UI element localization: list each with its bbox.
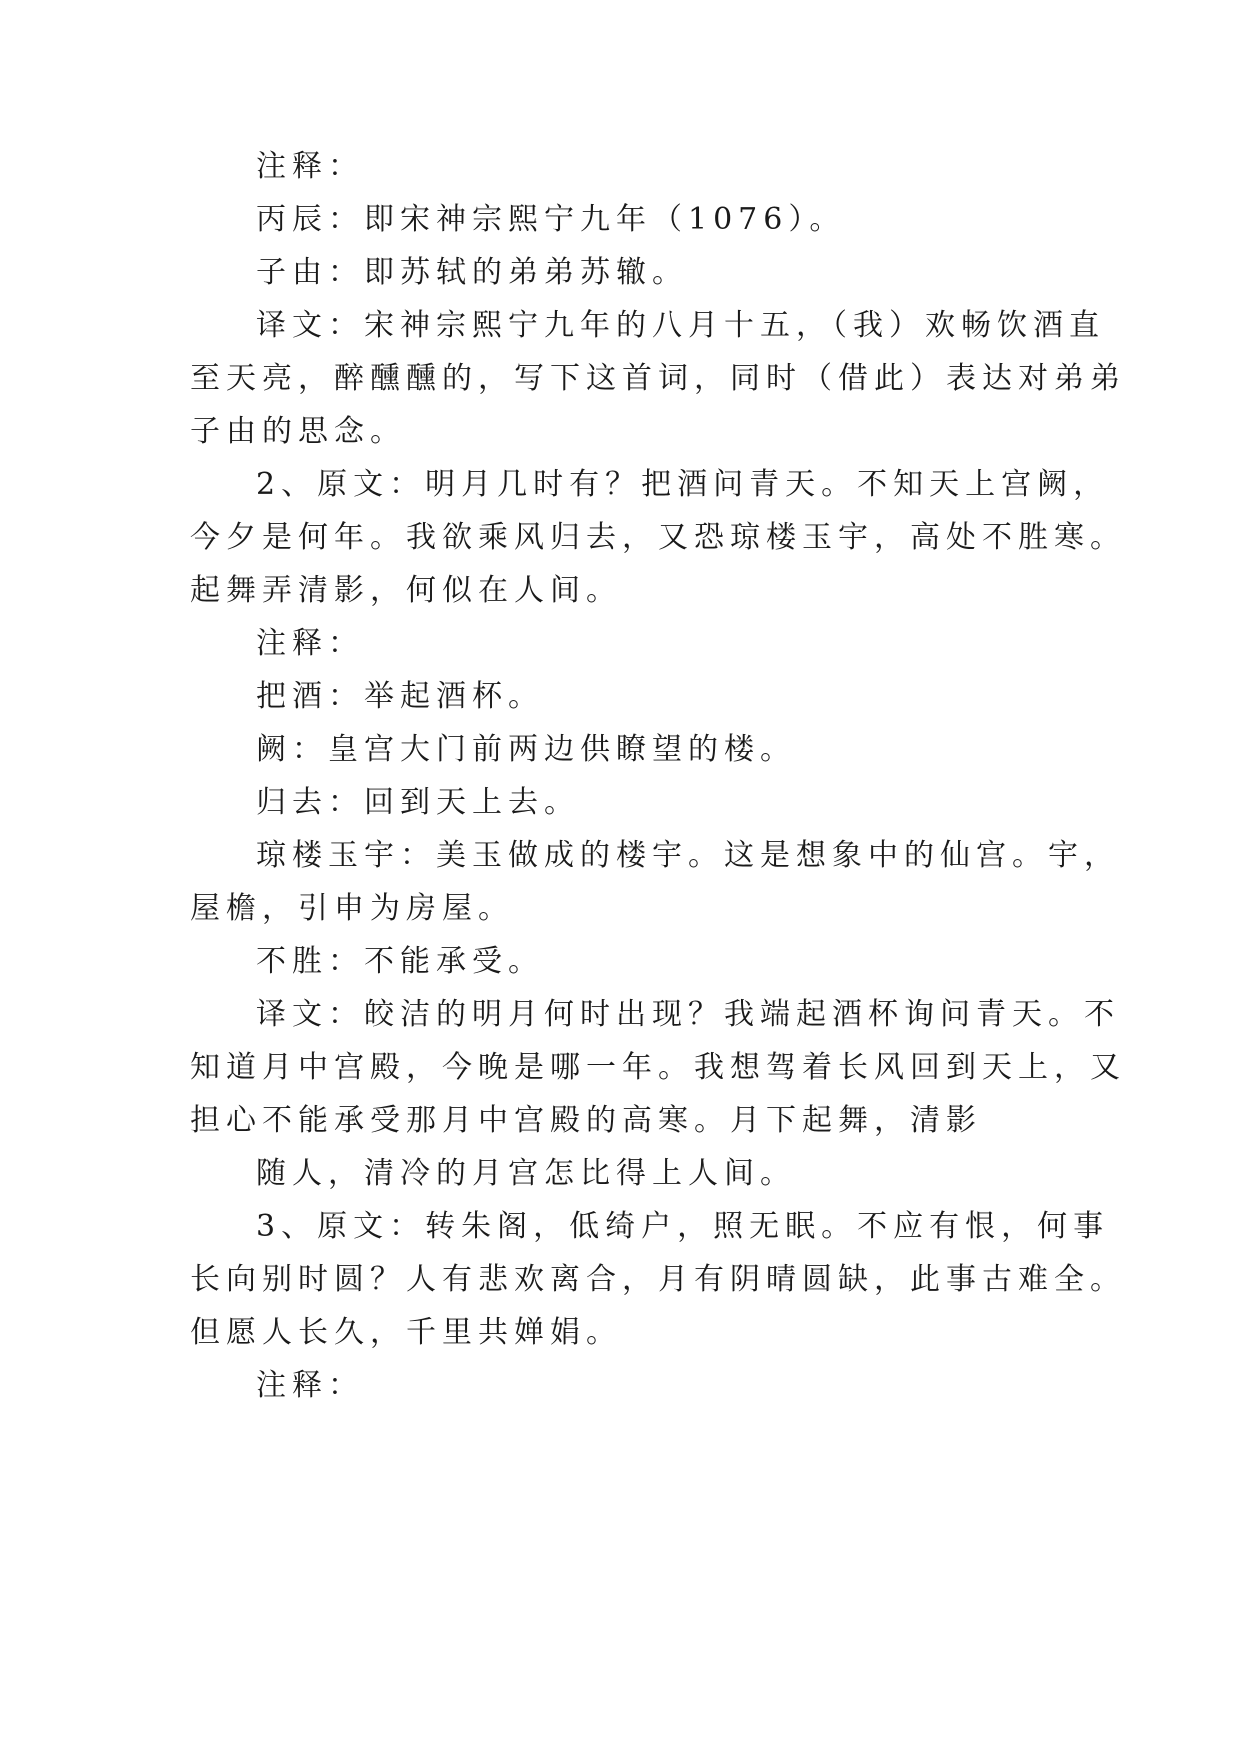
text-line: 但愿人长久，千里共婵娟。 bbox=[190, 1315, 622, 1350]
text-line: 担心不能承受那月中宫殿的高寒。月下起舞，清影 bbox=[190, 1103, 982, 1138]
text-line: 3、原文：转朱阁，低绮户，照无眠。不应有恨，何事 bbox=[256, 1209, 1110, 1244]
text-line: 至天亮，醉醺醺的，写下这首词，同时（借此）表达对弟弟 bbox=[190, 361, 1126, 396]
text-line: 归去：回到天上去。 bbox=[256, 785, 580, 820]
text-line: 今夕是何年。我欲乘风归去，又恐琼楼玉宇，高处不胜寒。 bbox=[190, 520, 1126, 555]
text-line: 琼楼玉宇：美玉做成的楼宇。这是想象中的仙宫。宇， bbox=[256, 838, 1120, 873]
text-line: 注释： bbox=[256, 1368, 364, 1403]
text-line: 知道月中宫殿，今晚是哪一年。我想驾着长风回到天上，又 bbox=[190, 1050, 1126, 1085]
text-line: 把酒：举起酒杯。 bbox=[256, 679, 544, 714]
text-line: 随人，清冷的月宫怎比得上人间。 bbox=[256, 1156, 796, 1191]
text-line: 子由的思念。 bbox=[190, 414, 406, 449]
text-line: 丙辰：即宋神宗熙宁九年（1076）。 bbox=[256, 202, 846, 237]
text-line: 屋檐，引申为房屋。 bbox=[190, 891, 514, 926]
text-line: 注释： bbox=[256, 149, 364, 184]
text-line: 起舞弄清影，何似在人间。 bbox=[190, 573, 622, 608]
text-line: 译文：宋神宗熙宁九年的八月十五，（我）欢畅饮酒直 bbox=[256, 308, 1105, 343]
text-line: 译文：皎洁的明月何时出现？我端起酒杯询问青天。不 bbox=[256, 997, 1120, 1032]
text-line: 注释： bbox=[256, 626, 364, 661]
text-line: 不胜：不能承受。 bbox=[256, 944, 544, 979]
text-line: 子由：即苏轼的弟弟苏辙。 bbox=[256, 255, 688, 290]
text-line: 长向别时圆？人有悲欢离合，月有阴晴圆缺，此事古难全。 bbox=[190, 1262, 1126, 1297]
text-line: 2、原文：明月几时有？把酒问青天。不知天上宫阙， bbox=[256, 467, 1110, 502]
text-line: 阙：皇宫大门前两边供瞭望的楼。 bbox=[256, 732, 796, 767]
